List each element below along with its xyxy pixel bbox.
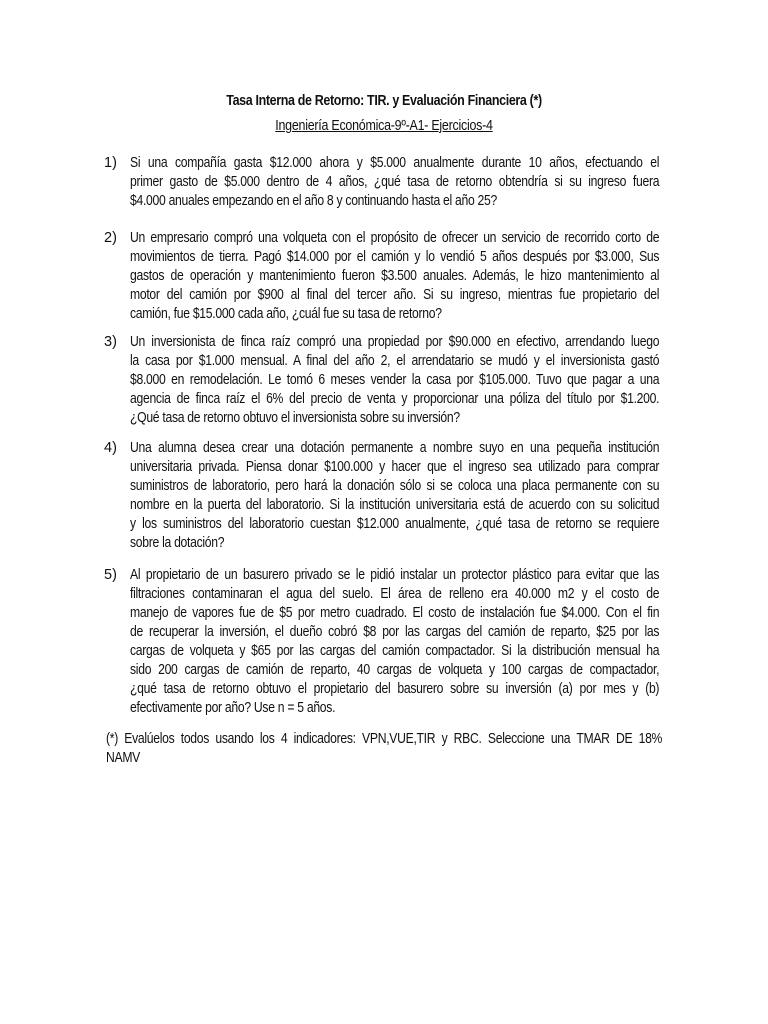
text-line: y los suministros del laboratorio cuestan $12.000 anualmente, ¿qué tasa de retorno se requiere bbox=[130, 516, 660, 532]
document-subtitle: Ingeniería Económica-9º-A1- Ejercicios-4 bbox=[275, 118, 493, 134]
exercise-text bbox=[130, 333, 659, 428]
text-line: sido 200 cargas de camión de reparto, 40 cargas de volqueta y 100 cargas de compactador, bbox=[130, 662, 660, 678]
text-line: motor del camión por $900 al final del tercer año. Si su ingreso, mientras fue propietario del bbox=[130, 287, 660, 303]
text-line: Si una compañía gasta $12.000 ahora y $5.000 anualmente durante 10 años, efectuando el bbox=[130, 155, 660, 171]
text-line: sobre la dotación? bbox=[130, 535, 225, 551]
text-line: camión, fue $15.000 cada año, ¿cuál fue su tasa de retorno? bbox=[130, 306, 442, 322]
text-line: agencia de finca raíz el 6% del precio de venta y proporcionar una póliza del título por $1.200. bbox=[130, 391, 660, 407]
text-line: filtraciones contaminaran el agua del suelo. El área de relleno era 40.000 m2 y el costo de bbox=[130, 586, 660, 602]
document-title: Tasa Interna de Retorno: TIR. y Evaluación Financiera (*) bbox=[226, 93, 542, 109]
text-line: la casa por $1.000 mensual. A final del año 2, el arrendatario se mudó y el inversionista gastó bbox=[130, 353, 660, 369]
exercise-text bbox=[130, 439, 659, 553]
exercise-text bbox=[130, 154, 659, 211]
exercise-number: 1) bbox=[104, 155, 117, 171]
text-line: de recuperar la inversión, el dueño cobró $8 por las cargas del camión de reparto, $25 por las bbox=[130, 624, 660, 640]
text-line: efectivamente por año? Use n = 5 años. bbox=[130, 700, 336, 716]
text-line: $4.000 anuales empezando en el año 8 y continuando hasta el año 25? bbox=[130, 193, 497, 209]
text-line: Una alumna desea crear una dotación permanente a nombre suyo en una pequeña institución bbox=[130, 440, 660, 456]
text-line: manejo de vapores fue de $5 por metro cuadrado. El costo de instalación fue $4.000. Con el fin bbox=[130, 605, 660, 621]
exercise-number: 4) bbox=[104, 440, 117, 456]
footnote-line: (*) Evalúelos todos usando los 4 indicadores: VPN,VUE,TIR y RBC. Seleccione una TMAR DE 18% bbox=[106, 731, 663, 747]
text-line: ¿Qué tasa de retorno obtuvo el inversionista sobre su inversión? bbox=[130, 410, 460, 426]
text-line: suministros de laboratorio, pero hará la donación sólo si se coloca una placa permanente con su bbox=[130, 478, 660, 494]
text-line: nombre en la puerta del laboratorio. Si la institución universitaria está de acuerdo con su solicitud bbox=[130, 497, 660, 513]
footnote bbox=[106, 730, 662, 768]
footnote-line: NAMV bbox=[106, 750, 141, 766]
exercise-number: 5) bbox=[104, 567, 117, 583]
exercise-number: 2) bbox=[104, 230, 117, 246]
text-line: universitaria privada. Piensa donar $100.000 y hacer que el ingreso sea utilizado para comprar bbox=[130, 459, 660, 475]
text-line: Al propietario de un basurero privado se le pidió instalar un protector plástico para evitar que las bbox=[130, 567, 660, 583]
text-line: Un empresario compró una volqueta con el propósito de ofrecer un servicio de recorrido corto de bbox=[130, 230, 660, 246]
exercise-number: 3) bbox=[104, 334, 117, 350]
text-line: movimientos de tierra. Pagó $14.000 por el camión y lo vendió 5 años después por $3.000, Sus bbox=[130, 249, 660, 265]
text-line: gastos de operación y mantenimiento fueron $3.500 anuales. Además, le hizo mantenimiento al bbox=[130, 268, 660, 284]
text-line: $8.000 en remodelación. Le tomó 6 meses vender la casa por $105.000. Tuvo que pagar a una bbox=[130, 372, 660, 388]
text-line: Un inversionista de finca raíz compró una propiedad por $90.000 en efectivo, arrendando luego bbox=[130, 334, 660, 350]
text-line: primer gasto de $5.000 dentro de 4 años, ¿qué tasa de retorno obtendría si su ingreso fuera bbox=[130, 174, 660, 190]
exercise-text bbox=[130, 229, 659, 324]
exercise-text bbox=[130, 566, 659, 718]
text-line: cargas de volqueta y $65 por las cargas del camión compactador. Si la distribución mensual ha bbox=[130, 643, 660, 659]
text-line: ¿qué tasa de retorno obtuvo el propietario del basurero sobre su inversión (a) por mes y (b) bbox=[130, 681, 660, 697]
